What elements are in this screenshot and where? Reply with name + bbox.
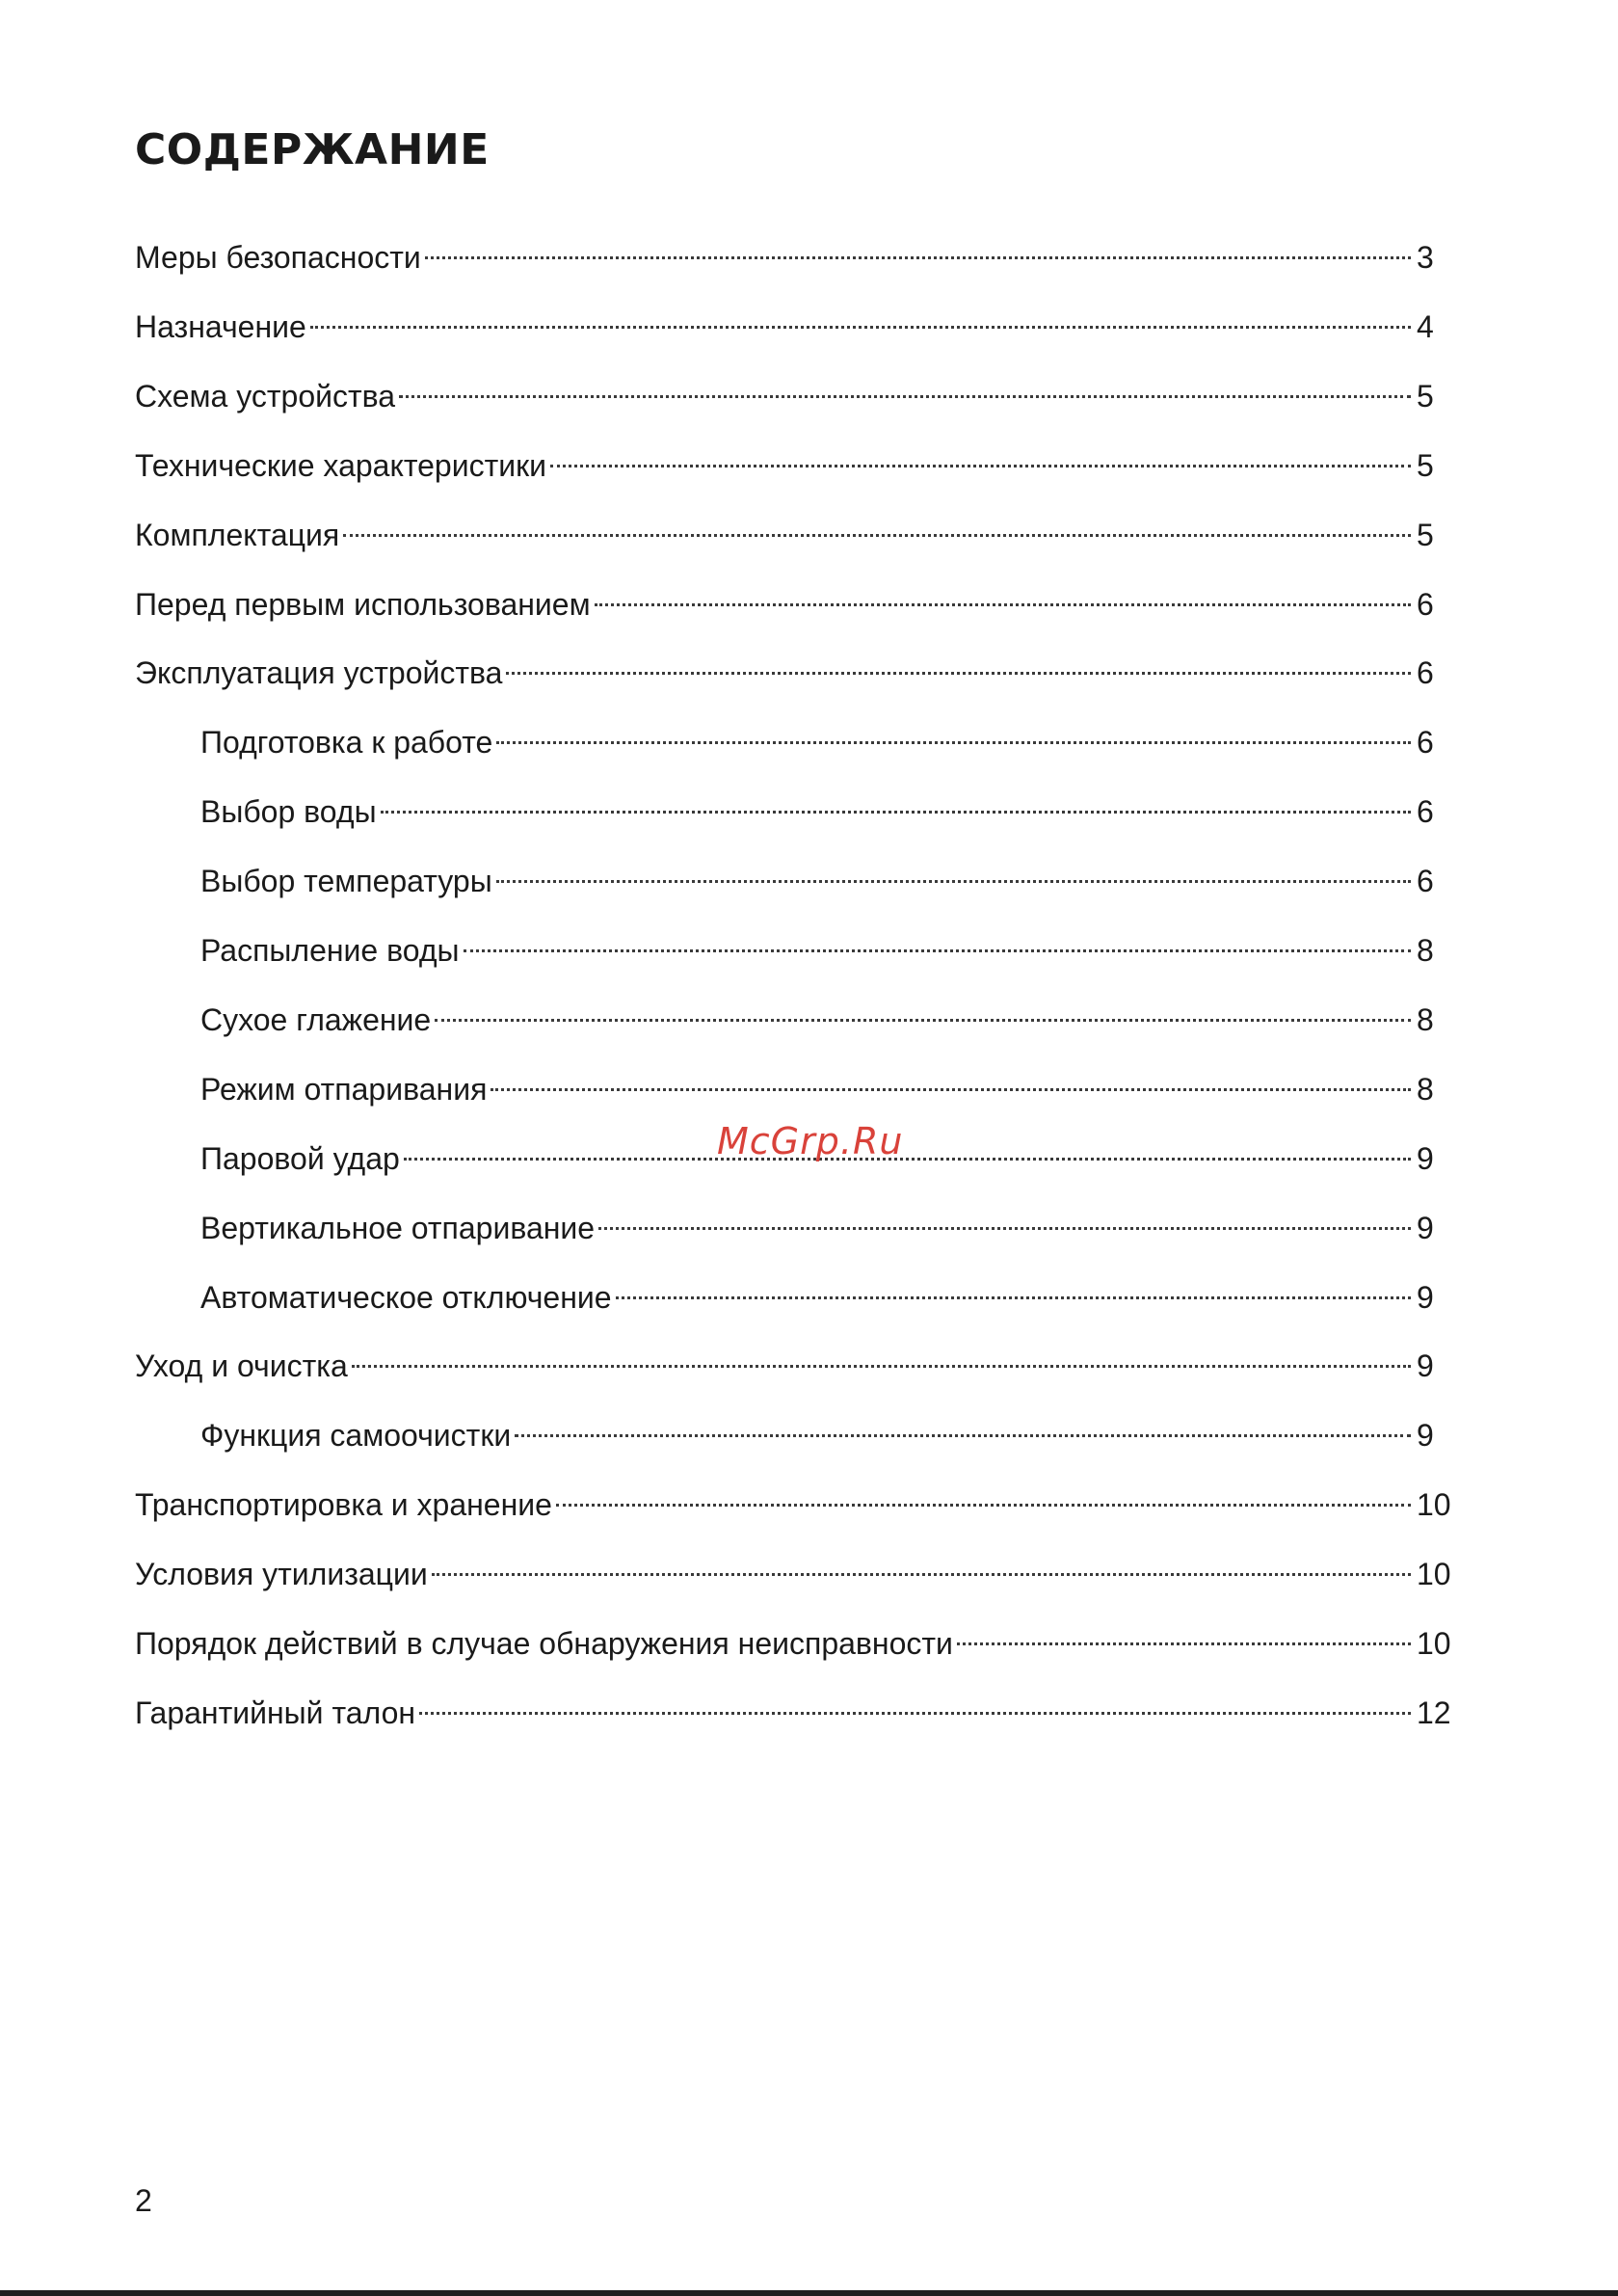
toc-entry-label: Схема устройства <box>135 379 396 414</box>
toc-entry <box>200 997 1451 1043</box>
toc-dot-leader <box>399 395 1411 398</box>
toc-dot-leader <box>957 1642 1411 1645</box>
toc-entry <box>135 1343 1451 1389</box>
toc-entry-label: Порядок действий в случае обнаружения неисправности <box>135 1626 953 1661</box>
toc-dot-leader <box>550 465 1411 467</box>
toc-entry-label: Автоматическое отключение <box>200 1280 612 1315</box>
toc-entry-label: Подготовка к работе <box>200 725 493 760</box>
toc-dot-leader <box>419 1712 1411 1715</box>
toc-dot-leader <box>515 1434 1411 1437</box>
toc-entry <box>135 442 1451 489</box>
toc-entry <box>200 1066 1451 1112</box>
toc-dot-leader <box>404 1158 1411 1161</box>
page-number: 2 <box>135 2183 152 2218</box>
toc-entry-page: 9 <box>1417 1141 1434 1176</box>
toc-entry-page: 9 <box>1417 1348 1434 1383</box>
toc-entry-page: 8 <box>1417 1072 1434 1107</box>
toc-entry-label: Выбор температуры <box>200 864 492 898</box>
toc-entry-page: 10 <box>1417 1557 1451 1591</box>
toc-entry-label: Перед первым использованием <box>135 587 591 622</box>
toc-entry <box>200 1274 1451 1321</box>
watermark: McGrp.Ru <box>717 1120 904 1162</box>
bottom-rule <box>0 2290 1618 2296</box>
toc-dot-leader <box>310 326 1411 329</box>
toc-entry-label: Распыление воды <box>200 933 460 968</box>
toc-entry <box>200 1412 1451 1458</box>
toc-dot-leader <box>425 256 1411 259</box>
toc-dot-leader <box>496 880 1411 883</box>
toc-entry <box>135 1690 1451 1736</box>
toc-entry-label: Условия утилизации <box>135 1557 428 1591</box>
toc-entry-page: 5 <box>1417 518 1434 552</box>
toc-entry <box>200 788 1451 835</box>
toc-entry <box>135 1620 1451 1667</box>
toc-entry <box>200 927 1451 974</box>
toc-dot-leader <box>496 741 1411 744</box>
toc-dot-leader <box>435 1019 1411 1022</box>
toc-dot-leader <box>491 1088 1411 1091</box>
toc-entry-page: 8 <box>1417 1002 1434 1037</box>
toc-entry-page: 8 <box>1417 933 1434 968</box>
toc-entry <box>135 512 1451 558</box>
toc-dot-leader <box>432 1573 1411 1576</box>
toc-entry <box>135 373 1451 419</box>
toc-entry-label: Уход и очистка <box>135 1348 348 1383</box>
toc-entry-label: Функция самоочистки <box>200 1418 512 1453</box>
toc-entry <box>135 234 1451 280</box>
toc-entry-label: Назначение <box>135 309 306 344</box>
toc-entry <box>200 719 1451 765</box>
toc-entry-page: 5 <box>1417 448 1434 483</box>
toc-entry-page: 10 <box>1417 1626 1451 1661</box>
toc-dot-leader <box>343 534 1411 537</box>
toc-entry <box>135 304 1451 350</box>
toc-entry-label: Выбор воды <box>200 794 377 829</box>
toc-entry-page: 4 <box>1417 309 1434 344</box>
toc-dot-leader <box>464 949 1411 952</box>
toc-dot-leader <box>556 1504 1411 1507</box>
toc-entry <box>135 1482 1451 1528</box>
toc-entry-page: 12 <box>1417 1695 1451 1730</box>
toc-entry-page: 6 <box>1417 655 1434 690</box>
toc-dot-leader <box>506 672 1411 675</box>
toc-entry-page: 9 <box>1417 1418 1434 1453</box>
page-title: СОДЕРЖАНИЕ <box>135 125 490 174</box>
toc-dot-leader <box>595 603 1411 606</box>
toc-entry-page: 9 <box>1417 1280 1434 1315</box>
toc-entry-label: Эксплуатация устройства <box>135 655 503 690</box>
toc-entry-label: Технические характеристики <box>135 448 546 483</box>
toc-entry-label: Комплектация <box>135 518 340 552</box>
toc-entry-label: Сухое глажение <box>200 1002 432 1037</box>
toc-entry-label: Вертикальное отпаривание <box>200 1211 596 1245</box>
toc-entry-page: 9 <box>1417 1211 1434 1245</box>
toc-dot-leader <box>381 811 1411 814</box>
toc-entry-label: Паровой удар <box>200 1141 400 1176</box>
toc-entry-page: 6 <box>1417 864 1434 898</box>
toc-dot-leader <box>616 1296 1411 1299</box>
toc-entry <box>135 581 1451 627</box>
toc-entry-page: 6 <box>1417 725 1434 760</box>
toc-entry-label: Транспортировка и хранение <box>135 1487 552 1522</box>
toc-entry <box>135 650 1451 696</box>
toc-entry <box>200 858 1451 904</box>
toc-entry-label: Гарантийный талон <box>135 1695 416 1730</box>
toc-entry-page: 6 <box>1417 794 1434 829</box>
toc-entry-page: 6 <box>1417 587 1434 622</box>
toc-dot-leader <box>598 1227 1411 1230</box>
toc-entry <box>200 1205 1451 1251</box>
toc-entry <box>135 1551 1451 1597</box>
toc-entry-label: Режим отпаривания <box>200 1072 488 1107</box>
toc-entry-page: 10 <box>1417 1487 1451 1522</box>
toc-entry-page: 5 <box>1417 379 1434 414</box>
toc-dot-leader <box>352 1365 1411 1368</box>
toc-entry-label: Меры безопасности <box>135 240 421 275</box>
toc-entry-page: 3 <box>1417 240 1434 275</box>
